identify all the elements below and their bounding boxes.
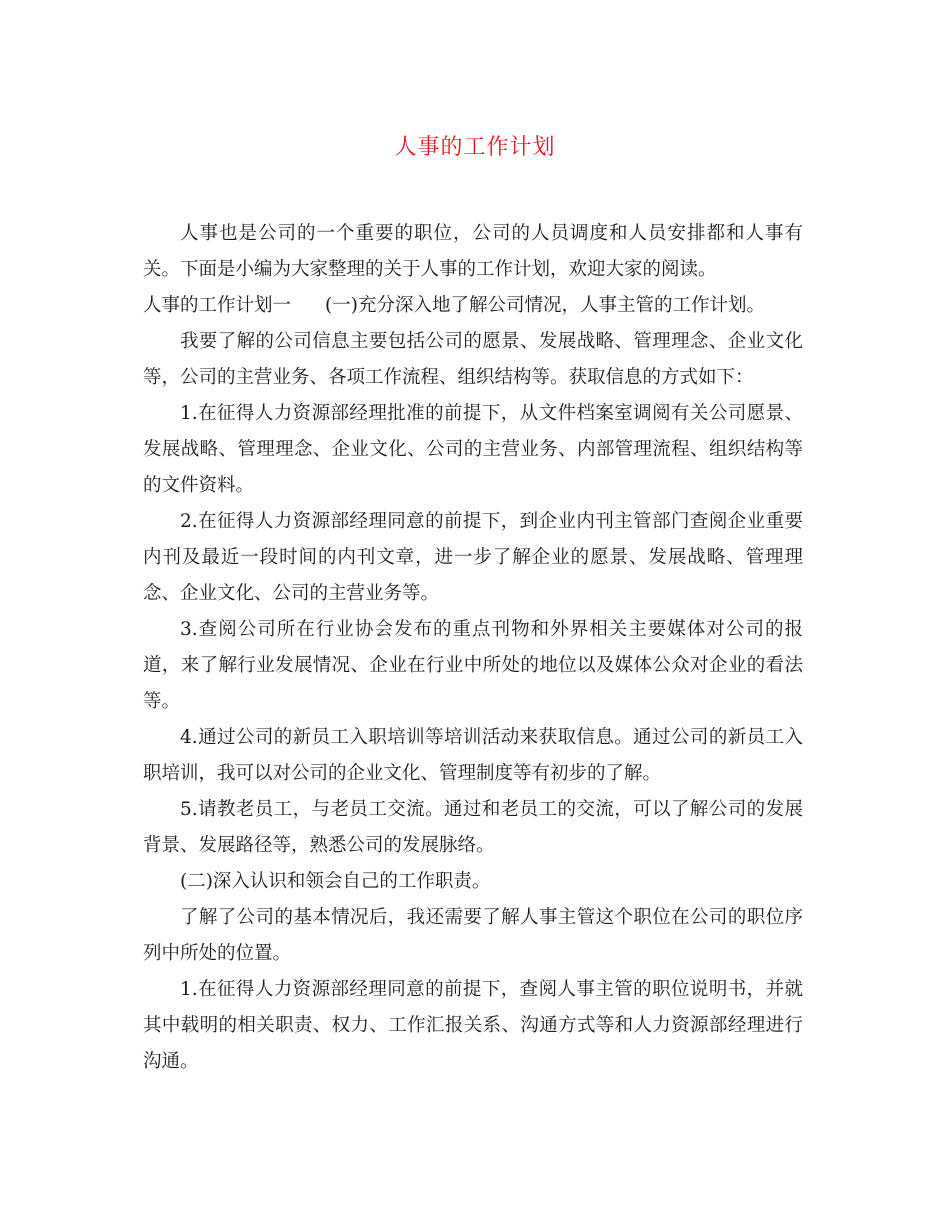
paragraph-job-item-1: 1.在征得人力资源部经理同意的前提下，查阅人事主管的职位说明书，并就其中载明的相关职责、权力、工作汇报关系、沟通方式等和人力资源部经理进行沟通。 xyxy=(143,979,803,1072)
paragraph-company-info: 我要了解的公司信息主要包括公司的愿景、发展战略、管理理念、企业文化等，公司的主营业务、各项工作流程、组织结构等。获取信息的方式如下： xyxy=(143,331,803,388)
paragraph-item-3: 3.查阅公司所在行业协会发布的重点刊物和外界相关主要媒体对公司的报道，来了解行业发展情况、企业在行业中所处的地位以及媒体公众对企业的看法等。 xyxy=(143,619,803,712)
section-heading-line xyxy=(143,288,803,324)
document-title: 人事的工作计划 xyxy=(394,135,556,160)
section-1-title: (一)充分深入地了解公司情况，人事主管的工作计划。 xyxy=(325,295,765,316)
paragraph-item-4: 4.通过公司的新员工入职培训等培训活动来获取信息。通过公司的新员工入职培训，我可以对公司的企业文化、管理制度等有初步的了解。 xyxy=(143,727,803,784)
section-heading: 人事的工作计划一 xyxy=(143,295,292,316)
paragraph-item-2: 2.在征得人力资源部经理同意的前提下，到企业内刊主管部门查阅企业重要内刊及最近一段时间的内刊文章，进一步了解企业的愿景、发展战略、管理理念、企业文化、公司的主营业务等。 xyxy=(143,511,803,604)
paragraph-item-5: 5.请教老员工，与老员工交流。通过和老员工的交流，可以了解公司的发展背景、发展路径等，熟悉公司的发展脉络。 xyxy=(143,799,803,856)
section-2-title: (二)深入认识和领会自己的工作职责。 xyxy=(180,871,491,892)
paragraph-job-position: 了解了公司的基本情况后，我还需要了解人事主管这个职位在公司的职位序列中所处的位置。 xyxy=(143,907,803,964)
intro-paragraph: 人事也是公司的一个重要的职位，公司的人员调度和人员安排都和人事有关。下面是小编为大家整理的关于人事的工作计划，欢迎大家的阅读。 xyxy=(143,223,803,280)
paragraph-item-1: 1.在征得人力资源部经理批准的前提下，从文件档案室调阅有关公司愿景、发展战略、管理理念、企业文化、公司的主营业务、内部管理流程、组织结构等的文件资料。 xyxy=(143,403,803,496)
document-body xyxy=(143,216,803,1080)
